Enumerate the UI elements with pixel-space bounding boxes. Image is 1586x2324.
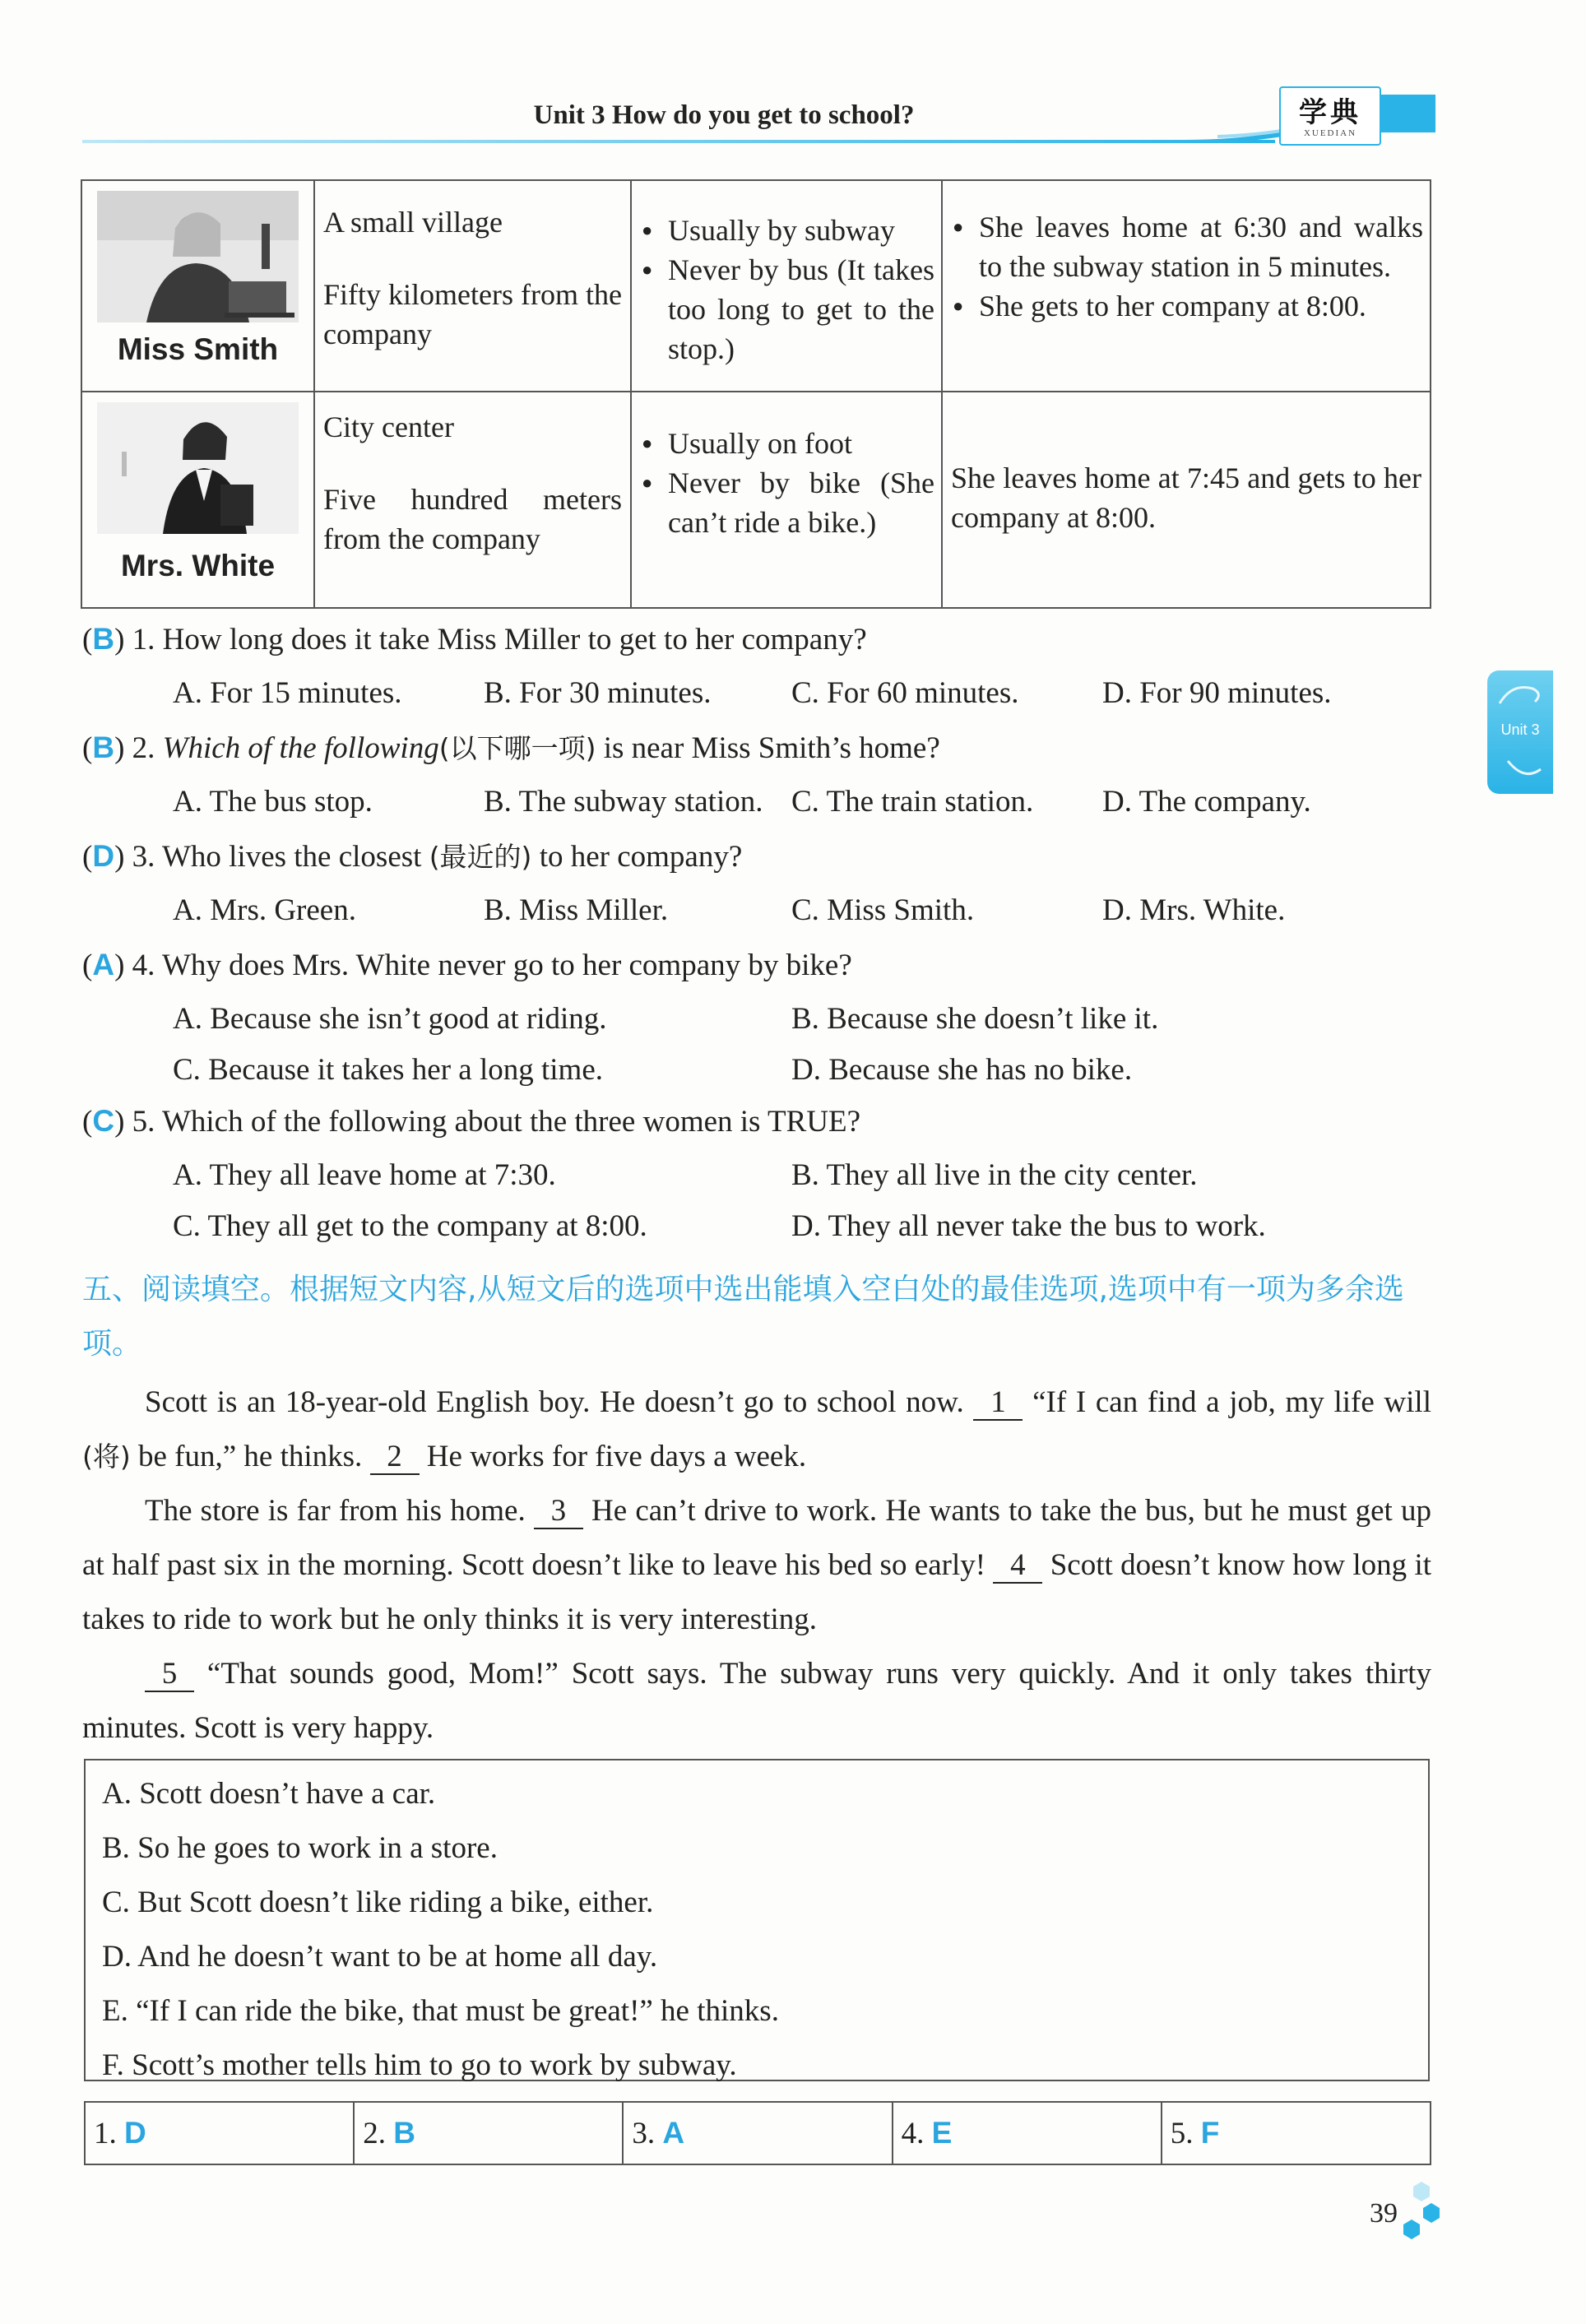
question-2: (B) 2. Which of the following(以下哪一项) is near Miss Smith’s home? A. The bus stop. B. The subway station. C. The train station. D. The company. <box>82 727 1440 836</box>
schedule-text: She leaves home at 7:45 and gets to her company at 8:00. <box>951 462 1421 534</box>
answer-cell <box>623 2102 892 2164</box>
option-a: A. The bus stop. <box>173 785 373 819</box>
passage-paragraph <box>82 1484 1431 1647</box>
question-suffix: is near Miss Smith’s home? <box>596 731 940 765</box>
person-cell <box>81 180 314 392</box>
answer-letter: B <box>393 2115 415 2150</box>
home-place: A small village <box>323 206 503 239</box>
passage-text: Scott is an 18-year-old English boy. He doesn’t go to school now. <box>145 1385 974 1419</box>
answer-letter: B <box>92 731 115 764</box>
transport-cell <box>631 180 942 392</box>
question-chinese-gloss: (最近的) <box>429 841 532 873</box>
answer-table <box>84 2101 1431 2165</box>
passage-paragraph <box>82 1647 1431 1756</box>
option-a: A. Because she isn’t good at riding. <box>173 1002 607 1036</box>
answer-number: 4. <box>901 2116 925 2150</box>
blank-2: 2 <box>370 1440 420 1475</box>
schedule-item: ● She leaves home at 6:30 and walks to the subway station in 5 minutes. <box>949 207 1423 286</box>
schedule-item: ● She gets to her company at 8:00. <box>949 286 1423 326</box>
fill-option: C. But Scott doesn’t like riding a bike, either. <box>102 1886 654 1919</box>
option-d: D. The company. <box>1102 785 1311 819</box>
option-a: A. They all leave home at 7:30. <box>173 1158 556 1192</box>
section-heading: 五、阅读填空。根据短文内容,从短文后的选项中选出能填入空白处的最佳选项,选项中有一项为多余选项。 <box>82 1273 1404 1361</box>
transport-item: ● Never by bike (She can’t ride a bike.) <box>638 463 934 542</box>
transport-item: ● Usually by subway <box>638 211 934 250</box>
option-b: B. Miss Miller. <box>484 893 669 927</box>
passage-text: The store is far from his home. <box>145 1494 534 1528</box>
schedule-cell <box>942 392 1431 608</box>
blank-1: 1 <box>973 1386 1023 1421</box>
option-a: A. Mrs. Green. <box>173 893 356 927</box>
table-row <box>81 180 1431 392</box>
person-cell <box>81 392 314 608</box>
header-title: Unit 3 How do you get to school? <box>533 100 915 130</box>
question-4: (A) 4. Why does Mrs. White never go to her company by bike? A. Because she isn’t good at riding. B. Because she doesn’t like it. C. Because it takes her a long time. D. Because she has no bike. <box>82 944 1440 1104</box>
logo-english: XUEDIAN <box>1303 128 1357 138</box>
passage-text: He can’t drive to work. He wants to take the bus, but he must get up at half past six in the morning. Scott doesn’t like to leave his bed so early! <box>82 1494 1431 1582</box>
option-c: C. For 60 minutes. <box>791 676 1019 710</box>
transport-item: ● Usually on foot <box>638 424 934 463</box>
logo-chinese: 学典 <box>1299 98 1361 128</box>
fill-option: A. Scott doesn’t have a car. <box>102 1777 436 1811</box>
logo-tail-decoration <box>1378 95 1435 132</box>
fill-option: D. And he doesn’t want to be at home all day. <box>102 1940 658 1974</box>
person-name: Mrs. White <box>120 549 276 582</box>
side-tab-label: Unit 3 <box>1500 721 1540 738</box>
answer-number: 1. <box>94 2116 117 2150</box>
home-place: City center <box>323 411 454 443</box>
question-5: (C) 5. Which of the following about the three women is TRUE? A. They all leave home at 7:30. B. They all live in the city center. C. They all get to the company at 8:00. D. They all never take the bus to work. <box>82 1101 1440 1260</box>
option-d: D. They all never take the bus to work. <box>791 1209 1266 1243</box>
option-c: C. Miss Smith. <box>791 893 975 927</box>
people-info-table <box>81 179 1431 609</box>
answer-cell <box>354 2102 623 2164</box>
question-text: 1. How long does it take Miss Miller to get to her company? <box>132 623 867 656</box>
passage-paragraph <box>82 1375 1431 1484</box>
passage-text: be fun,” he thinks. <box>130 1440 370 1473</box>
option-d: D. Because she has no bike. <box>791 1053 1133 1087</box>
transport-cell <box>631 392 942 608</box>
fill-options-box <box>84 1759 1430 2081</box>
fill-option: B. So he goes to work in a store. <box>102 1831 498 1865</box>
unit-side-tab <box>1487 670 1553 794</box>
swirl-icon <box>1496 679 1545 712</box>
answer-letter: F <box>1200 2115 1220 2150</box>
table-row <box>81 392 1431 608</box>
blank-4: 4 <box>993 1549 1042 1584</box>
fill-option: E. “If I can ride the bike, that must be great!” he thinks. <box>102 1994 779 2028</box>
question-3: (D) 3. Who lives the closest (最近的) to her company? A. Mrs. Green. B. Miss Miller. C. Miss Smith. D. Mrs. White. <box>82 836 1440 944</box>
option-c: C. Because it takes her a long time. <box>173 1053 603 1087</box>
hexagon-dots-decoration <box>1398 2180 1440 2246</box>
answer-letter: E <box>931 2115 953 2150</box>
home-cell <box>314 180 631 392</box>
header-rule <box>82 140 1275 143</box>
passage-text: Scott doesn’t know how long it takes to ride to work but he only thinks it is very interesting. <box>82 1548 1431 1636</box>
question-text: 5. Which of the following about the three women is TRUE? <box>132 1105 861 1139</box>
passage-text: “That sounds good, Mom!” Scott says. The subway runs very quickly. And it only takes thirty minutes. Scott is very happy. <box>82 1657 1431 1745</box>
option-a: A. For 15 minutes. <box>173 676 402 710</box>
home-distance: Five hundred meters from the company <box>323 483 622 555</box>
swirl-icon <box>1504 753 1545 786</box>
reading-passage <box>82 1375 1431 1756</box>
option-b: B. Because she doesn’t like it. <box>791 1002 1159 1036</box>
answer-number: 3. <box>632 2116 656 2150</box>
answer-cell <box>1162 2102 1431 2164</box>
home-distance: Fifty kilometers from the company <box>323 278 622 350</box>
answer-number: 5. <box>1170 2116 1194 2150</box>
option-b: B. The subway station. <box>484 785 763 819</box>
schedule-cell <box>942 180 1431 392</box>
fill-option: F. Scott’s mother tells him to go to work by subway. <box>102 2048 737 2082</box>
question-suffix: to her company? <box>531 840 743 874</box>
passage-text: He works for five days a week. <box>419 1440 807 1473</box>
home-cell <box>314 392 631 608</box>
option-d: D. Mrs. White. <box>1102 893 1286 927</box>
option-c: C. The train station. <box>791 785 1034 819</box>
answer-letter: D <box>92 839 115 873</box>
answer-letter: C <box>92 1104 115 1138</box>
question-prefix: 2. <box>132 731 163 765</box>
question-prefix: 3. Who lives the closest <box>132 840 429 874</box>
transport-item: ● Never by bus (It takes too long to get to the stop.) <box>638 250 934 369</box>
answer-cell <box>85 2102 354 2164</box>
answer-letter: A <box>92 948 115 981</box>
question-chinese-gloss: (以下哪一项) <box>438 732 596 764</box>
answer-letter: B <box>92 622 115 656</box>
blank-5: 5 <box>145 1658 194 1692</box>
question-italic: Which of the following <box>162 731 439 765</box>
question-text: 4. Why does Mrs. White never go to her company by bike? <box>132 949 852 982</box>
option-b: B. For 30 minutes. <box>484 676 712 710</box>
option-d: D. For 90 minutes. <box>1102 676 1332 710</box>
answer-letter: A <box>662 2115 685 2150</box>
question-1: (B) 1. How long does it take Miss Miller to get to her company? A. For 15 minutes. B. For 30 minutes. C. For 60 minutes. D. For 90 minutes. <box>82 619 1440 727</box>
answer-letter: D <box>124 2115 146 2150</box>
passage-chinese-gloss: (将) <box>82 1440 131 1473</box>
option-c: C. They all get to the company at 8:00. <box>173 1209 647 1243</box>
person-name: Miss Smith <box>117 332 279 366</box>
page-number: 39 <box>1370 2198 1398 2229</box>
publisher-logo <box>1279 86 1381 146</box>
woman-at-laptop-photo <box>97 191 299 322</box>
answer-cell <box>893 2102 1162 2164</box>
option-b: B. They all live in the city center. <box>791 1158 1198 1192</box>
blank-3: 3 <box>534 1495 583 1529</box>
businesswoman-photo <box>97 402 299 534</box>
passage-text: “If I can find a job, my life will <box>1023 1385 1431 1419</box>
answer-number: 2. <box>363 2116 386 2150</box>
